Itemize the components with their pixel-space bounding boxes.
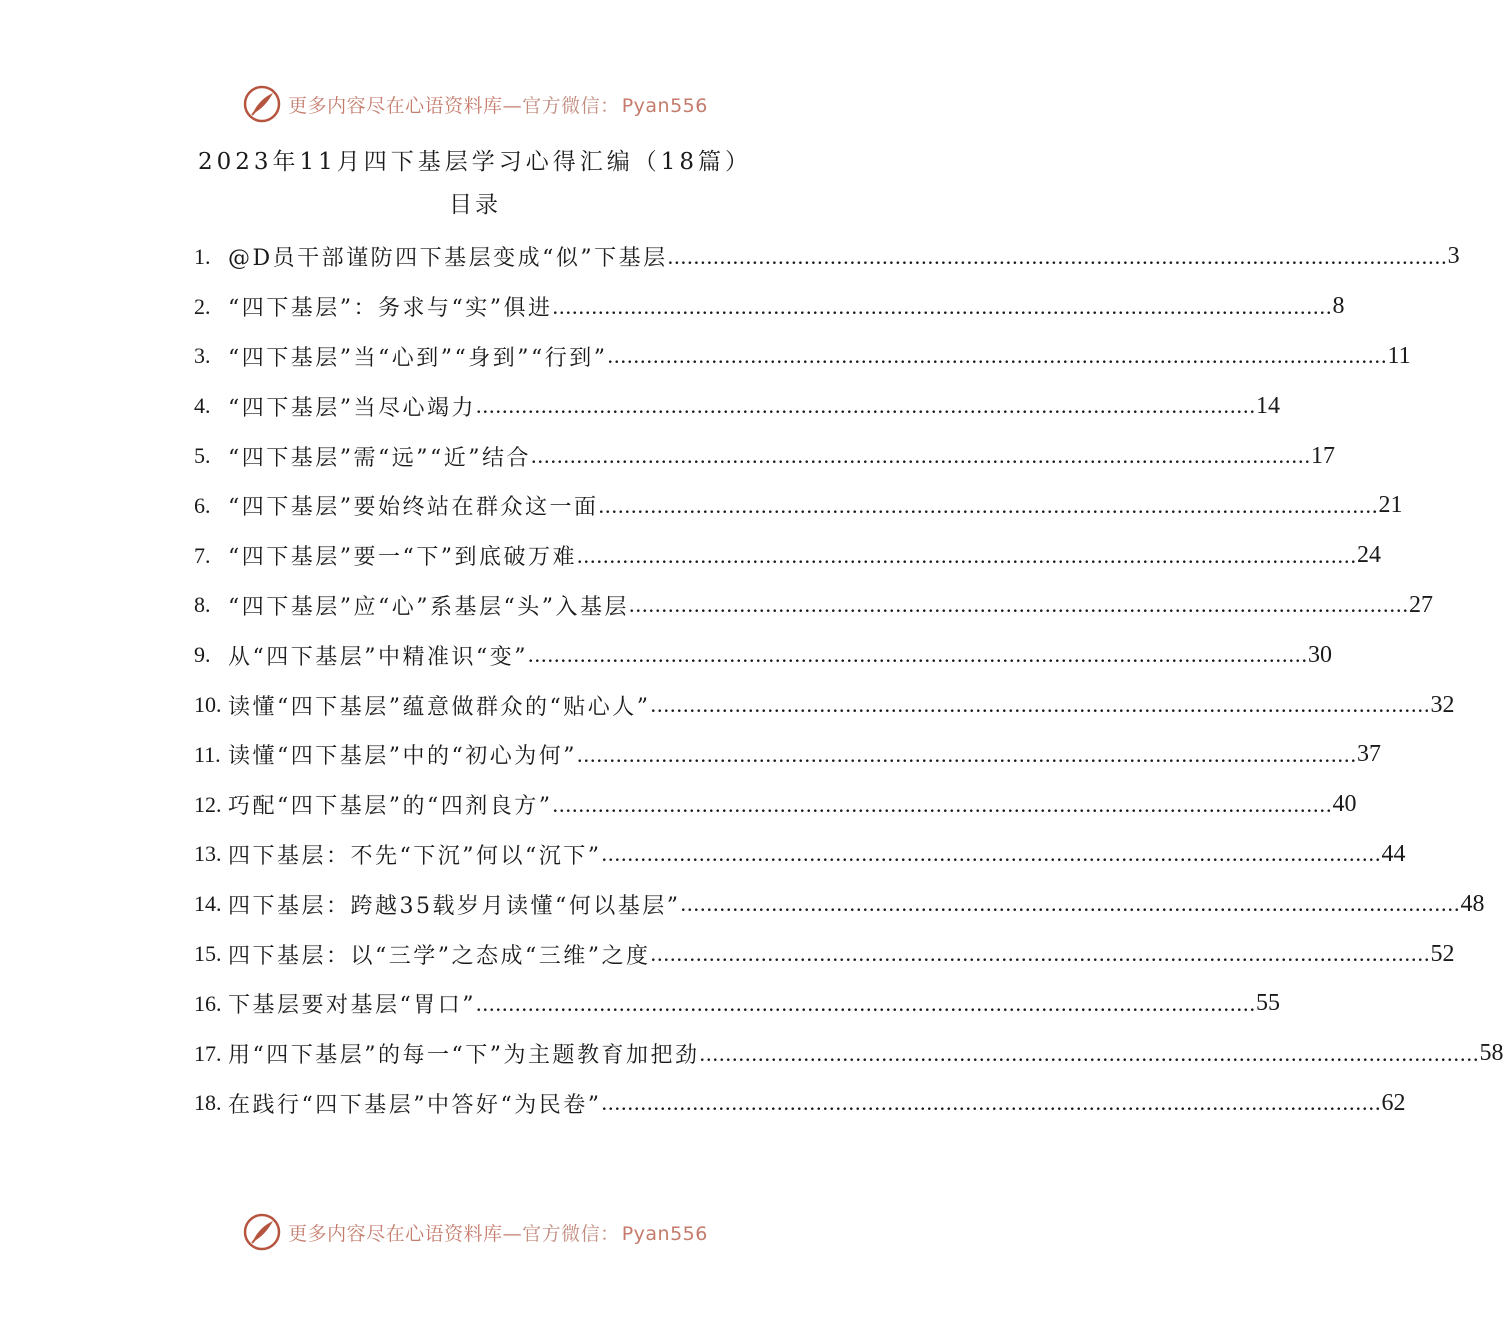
quill-logo-icon <box>242 1212 282 1252</box>
footer-watermark <box>0 1210 950 1254</box>
toc-entry[interactable] <box>194 630 1332 680</box>
toc-heading: 目录 <box>449 192 501 218</box>
toc-entry-page: 8 <box>1332 293 1345 320</box>
toc-entry[interactable] <box>194 929 1455 979</box>
toc-entry[interactable] <box>194 730 1381 780</box>
toc-entry[interactable] <box>194 232 1460 282</box>
toc-entry-title: 在践行“四下基层”中答好“为民卷” <box>228 1092 602 1118</box>
toc-entry-number: 4. <box>194 393 211 419</box>
toc-entry[interactable] <box>194 1029 1504 1079</box>
toc-leader-dots: ........................................................................................................................ <box>601 1090 1382 1116</box>
toc-leader-dots: ........................................................................................................................ <box>650 941 1431 967</box>
toc-leader-dots: ........................................................................................................................ <box>628 592 1409 618</box>
toc-leader-dots: ........................................................................................................................ <box>530 443 1311 469</box>
toc-entry-title: 四下基层：不先“下沉”何以“沉下” <box>228 843 602 869</box>
toc-entry-page: 11 <box>1387 342 1411 369</box>
toc-entry-title: 用“四下基层”的每一“下”为主题教育加把劲 <box>228 1043 700 1069</box>
toc-entry-number: 18. <box>194 1090 222 1116</box>
toc-entry-number: 6. <box>194 492 211 518</box>
table-of-contents <box>194 232 1504 1128</box>
toc-entry-title: 巧配“四下基层”的“四剂良方” <box>228 794 553 820</box>
toc-entry-number: 7. <box>194 542 211 568</box>
toc-leader-dots: ........................................................................................................................ <box>650 692 1431 718</box>
toc-entry-number: 8. <box>194 592 211 618</box>
header-watermark <box>0 82 950 126</box>
toc-entry-page: 37 <box>1357 741 1381 768</box>
toc-entry[interactable] <box>194 381 1280 431</box>
toc-entry-page: 24 <box>1357 542 1381 569</box>
toc-leader-dots: ........................................................................................................................ <box>552 791 1333 817</box>
toc-entry-title: “四下基层”当“心到”“身到”“行到” <box>228 345 608 371</box>
toc-entry-title: 下基层要对基层“胃口” <box>228 993 476 1019</box>
toc-entry-page: 52 <box>1430 940 1455 967</box>
toc-entry[interactable] <box>194 1079 1406 1129</box>
toc-entry-page: 14 <box>1256 392 1280 419</box>
toc-leader-dots: ........................................................................................................................ <box>598 492 1379 518</box>
toc-entry-title: “四下基层”需“远”“近”结合 <box>228 445 531 471</box>
toc-entry-page: 62 <box>1381 1089 1406 1116</box>
toc-entry-number: 13. <box>194 841 222 867</box>
toc-entry-page: 48 <box>1460 890 1485 917</box>
toc-entry-title: “四下基层”要始终站在群众这一面 <box>228 495 599 521</box>
toc-entry-number: 16. <box>194 990 222 1016</box>
toc-entry-title: “四下基层”：务求与“实”俱进 <box>228 296 553 322</box>
toc-entry-page: 32 <box>1430 691 1455 718</box>
toc-entry-number: 11. <box>194 741 221 767</box>
toc-leader-dots: ........................................................................................................................ <box>528 642 1308 668</box>
toc-leader-dots: ........................................................................................................................ <box>476 990 1256 1016</box>
toc-entry-title: “四下基层”应“心”系基层“头”入基层 <box>228 594 629 620</box>
toc-entry-number: 10. <box>194 692 222 718</box>
quill-logo-icon <box>242 84 282 124</box>
toc-entry-number: 3. <box>194 343 211 369</box>
toc-entry[interactable] <box>194 431 1335 481</box>
toc-entry-number: 1. <box>194 243 211 269</box>
toc-entry-page: 40 <box>1332 791 1357 818</box>
toc-leader-dots: ........................................................................................................................ <box>699 1040 1480 1066</box>
watermark-text: 更多内容尽在心语资料库—官方微信： Pyan556 <box>288 1222 708 1245</box>
toc-entry[interactable] <box>194 581 1433 631</box>
toc-leader-dots: ........................................................................................................................ <box>577 542 1357 568</box>
watermark-text: 更多内容尽在心语资料库—官方微信： Pyan556 <box>288 94 708 117</box>
toc-entry-page: 55 <box>1256 990 1280 1017</box>
toc-entry-title: “四下基层”要一“下”到底破万难 <box>228 545 577 571</box>
toc-entry-page: 3 <box>1447 243 1460 270</box>
toc-entry-title: 读懂“四下基层”中的“初心为何” <box>228 744 577 770</box>
toc-entry-number: 14. <box>194 891 222 917</box>
toc-entry-title: 四下基层：以“三学”之态成“三维”之度 <box>228 943 651 969</box>
toc-leader-dots: ........................................................................................................................ <box>607 343 1388 369</box>
toc-entry-number: 12. <box>194 791 222 817</box>
toc-entry[interactable] <box>194 282 1345 332</box>
toc-entry[interactable] <box>194 531 1381 581</box>
document-title: 2023年11月四下基层学习心得汇编（18篇） <box>197 149 753 175</box>
toc-entry-number: 17. <box>194 1040 222 1066</box>
toc-entry[interactable] <box>194 879 1485 929</box>
toc-entry-page: 27 <box>1408 591 1433 618</box>
toc-entry-title: 读懂“四下基层”蕴意做群众的“贴心人” <box>228 694 651 720</box>
toc-entry-title: @D员干部谨防四下基层变成“似”下基层 <box>228 246 668 272</box>
toc-leader-dots: ........................................................................................................................ <box>577 741 1357 767</box>
toc-entry[interactable] <box>194 979 1280 1029</box>
toc-entry[interactable] <box>194 680 1455 730</box>
toc-entry[interactable] <box>194 332 1411 382</box>
toc-entry-page: 21 <box>1378 492 1403 519</box>
toc-entry-title: “四下基层”当尽心竭力 <box>228 395 476 421</box>
toc-entry-title: 四下基层：跨越35载岁月读懂“何以基层” <box>228 893 681 919</box>
toc-leader-dots: ........................................................................................................................ <box>667 243 1448 269</box>
toc-leader-dots: ........................................................................................................................ <box>680 891 1461 917</box>
toc-entry-title: 从“四下基层”中精准识“变” <box>228 644 528 670</box>
toc-entry[interactable] <box>194 830 1406 880</box>
toc-leader-dots: ........................................................................................................................ <box>476 393 1256 419</box>
toc-entry-number: 9. <box>194 642 211 668</box>
toc-entry-page: 58 <box>1479 1040 1504 1067</box>
toc-entry-page: 17 <box>1310 442 1335 469</box>
toc-entry-number: 2. <box>194 293 211 319</box>
toc-entry-number: 15. <box>194 941 222 967</box>
toc-entry-page: 44 <box>1381 840 1406 867</box>
toc-leader-dots: ........................................................................................................................ <box>601 841 1382 867</box>
toc-entry-number: 5. <box>194 443 211 469</box>
toc-entry-page: 30 <box>1308 641 1332 668</box>
toc-entry[interactable] <box>194 780 1357 830</box>
toc-leader-dots: ........................................................................................................................ <box>552 293 1333 319</box>
toc-entry[interactable] <box>194 481 1403 531</box>
